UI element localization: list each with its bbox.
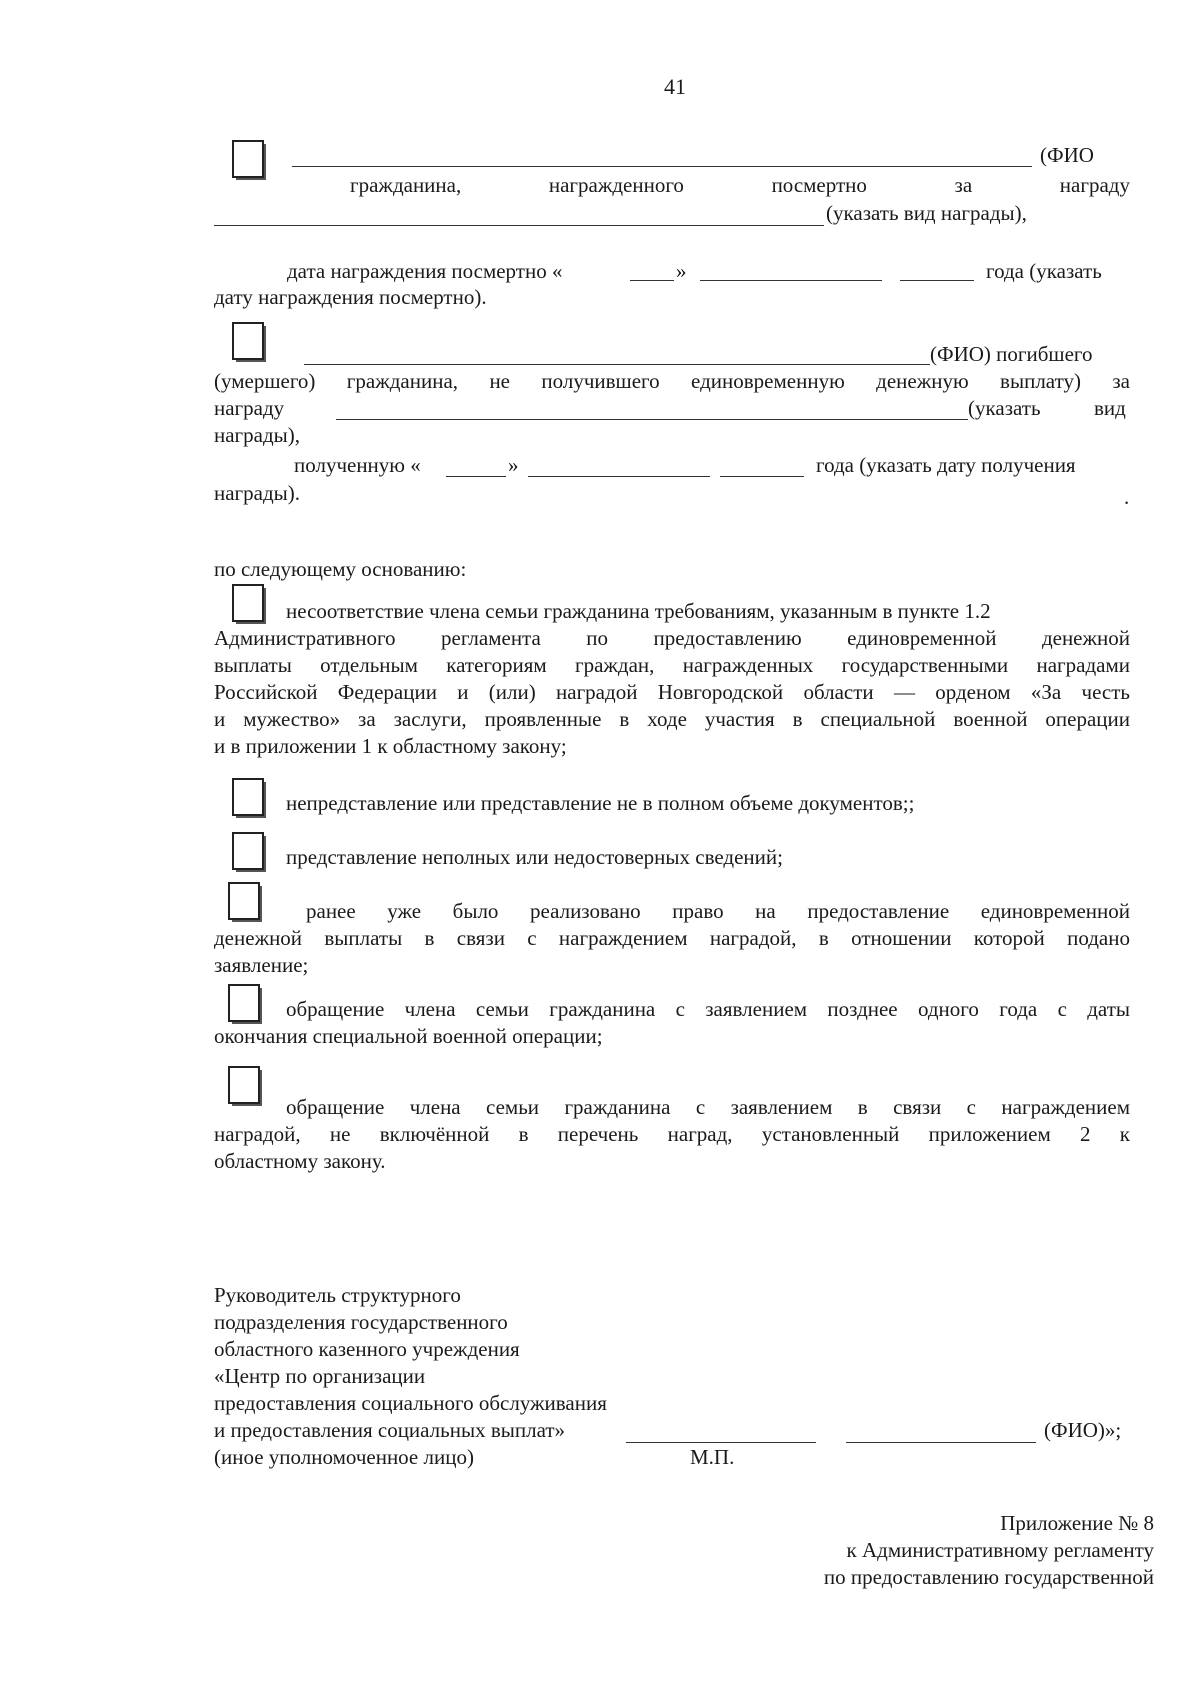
signature-line: предоставления социального обслуживания <box>214 1391 607 1415</box>
reason-3-text: представление неполных или недостоверных сведений; <box>286 845 783 869</box>
date-suffix: года (указать <box>986 259 1102 283</box>
checkbox-reason-1[interactable] <box>232 584 264 622</box>
signature-line: областного казенного учреждения <box>214 1337 520 1361</box>
checkbox-reason-5[interactable] <box>228 984 260 1022</box>
fio-blank-line[interactable] <box>292 166 1032 167</box>
section2-line3-prefix: награду <box>214 396 285 420</box>
received-line2: награды). <box>214 481 301 505</box>
received-mid: » <box>508 453 519 477</box>
reason-1-line: и мужество» за заслуги, проявленные в ходе участия в специальной военной операции <box>214 707 1130 731</box>
checkbox-reason-3[interactable] <box>232 832 264 870</box>
date-year-blank[interactable] <box>900 280 974 281</box>
reason-2-text: непредставление или представление не в полном объеме документов;; <box>286 791 915 815</box>
date-line2: дату награждения посмертно). <box>214 285 487 309</box>
signature-line: подразделения государственного <box>214 1310 508 1334</box>
fio-sign-blank[interactable] <box>846 1442 1036 1443</box>
checkbox-reason-4[interactable] <box>228 882 260 920</box>
section2-line3-suffix: вид <box>1094 396 1126 420</box>
appendix-line: по предоставлению государственной <box>823 1565 1154 1589</box>
award-type-label: (указать вид награды), <box>826 201 1027 225</box>
word: посмертно <box>771 173 867 197</box>
signature-blank[interactable] <box>626 1442 816 1443</box>
signature-fio: (ФИО)»; <box>1044 1418 1122 1442</box>
checkbox-reason-2[interactable] <box>232 778 264 816</box>
date-month-blank[interactable] <box>700 280 882 281</box>
reason-6-first: обращение члена семьи гражданина с заявлением в связи с награждением <box>286 1095 1130 1119</box>
fio2-label: (ФИО) погибшего <box>930 342 1093 366</box>
section2-line3-mid: (указать <box>968 396 1041 420</box>
reason-6-last: областному закону. <box>214 1149 386 1173</box>
reason-4-line: денежной выплаты в связи с награждением наградой, в отношении которой подано <box>214 926 1130 950</box>
checkbox-deceased-not-received[interactable] <box>232 322 264 360</box>
stray-dot: . <box>1124 485 1130 509</box>
reason-1-line: выплаты отдельным категориям граждан, награжденных государственными наградами <box>214 653 1130 677</box>
signature-other: (иное уполномоченное лицо) <box>214 1445 474 1469</box>
word: награду <box>1059 173 1130 197</box>
checkbox-reason-6[interactable] <box>228 1066 260 1104</box>
signature-last-line: и предоставления социальных выплат» <box>214 1418 566 1442</box>
section2-line2: (умершего) гражданина, не получившего единовременную денежную выплату) за <box>214 369 1130 393</box>
word: награжденного <box>548 173 684 197</box>
award2-blank-line[interactable] <box>336 419 968 420</box>
received-prefix: полученную « <box>294 453 421 477</box>
word: за <box>954 173 973 197</box>
reason-5-first: обращение члена семьи гражданина с заявлением позднее одного года с даты <box>286 997 1130 1021</box>
received-year-blank[interactable] <box>720 476 804 477</box>
checkbox-awarded-posthumously[interactable] <box>232 140 264 178</box>
reason-1-first: несоответствие члена семьи гражданина требованиям, указанным в пункте 1.2 <box>286 599 991 623</box>
reason-1-line: Российской Федерации и (или) наградой Новгородской области — орденом «За честь <box>214 680 1130 704</box>
date-mid: » <box>676 259 687 283</box>
appendix-line: к Административному регламенту <box>846 1538 1154 1562</box>
reason-1-line: Административного регламента по предоставлению единовременной денежной <box>214 626 1130 650</box>
basis-heading: по следующему основанию: <box>214 557 467 581</box>
word: гражданина, <box>350 173 462 197</box>
received-day-blank[interactable] <box>446 476 506 477</box>
page-number: 41 <box>664 74 686 99</box>
award-type-blank-line[interactable] <box>214 225 824 226</box>
signature-line: «Центр по организации <box>214 1364 426 1388</box>
reason-5-last: окончания специальной военной операции; <box>214 1024 603 1048</box>
received-month-blank[interactable] <box>528 476 710 477</box>
reason-4-first: ранее уже было реализовано право на предоставление единовременной <box>306 899 1130 923</box>
reason-4-last: заявление; <box>214 953 309 977</box>
date-prefix: дата награждения посмертно « <box>287 259 563 283</box>
reason-6-line: наградой, не включённой в перечень наград, установленный приложением 2 к <box>214 1122 1130 1146</box>
appendix-line: Приложение № 8 <box>1000 1511 1154 1535</box>
received-suffix: года (указать дату получения <box>816 453 1076 477</box>
signature-line: Руководитель структурного <box>214 1283 461 1307</box>
fio-label: (ФИО <box>1040 143 1094 167</box>
section2-line4: награды), <box>214 423 301 447</box>
fio2-blank-line[interactable] <box>304 364 930 365</box>
section1-line2 <box>350 172 1130 199</box>
date-day-blank[interactable] <box>630 280 674 281</box>
stamp-label: М.П. <box>690 1445 735 1469</box>
reason-1-last: и в приложении 1 к областному закону; <box>214 734 567 758</box>
